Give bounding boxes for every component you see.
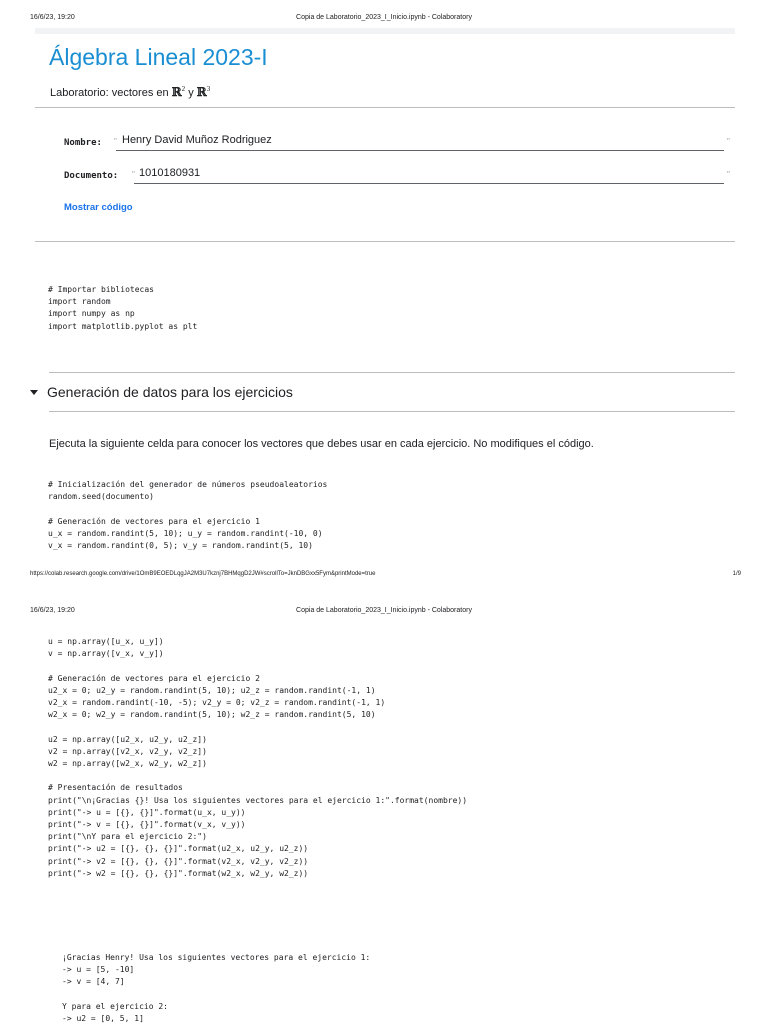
print-doc-title: Copia de Laboratorio_2023_I_Inicio.ipynb - Colaboratory — [296, 607, 472, 614]
page-subtitle — [50, 85, 210, 99]
section-title: Generación de datos para los ejercicios — [47, 384, 293, 400]
print-footer — [0, 571, 768, 583]
print-date: 16/6/23, 19:20 — [30, 607, 75, 614]
quote-mark: " — [132, 170, 135, 179]
print-page-number: 1/9 — [732, 571, 741, 577]
code-cell-imports[interactable]: # Importar bibliotecas import random import numpy as np import matplotlib.pyplot as plt — [48, 285, 198, 331]
exponent-2: 2 — [181, 85, 186, 93]
divider — [35, 107, 735, 108]
divider — [49, 372, 735, 373]
print-header — [0, 14, 768, 28]
divider — [35, 241, 735, 242]
section-heading[interactable] — [30, 384, 293, 400]
print-url: https://colab.research.google.com/drive/1OmB9EOEDLqgJA2M3U7kznj7BHMqgD2JW#scrollTo=JknDBGxx5Fym&printMode=true — [30, 571, 376, 577]
print-header — [0, 607, 768, 621]
code-cell-generation-continued[interactable]: u = np.array([u_x, u_y]) v = np.array([v_x, v_y]) # Generación de vectores para el ejercicio 2 u2_x = 0; u2_y = random.randint(5, 10); u2_z = random.randint(-1, 1) v2_x = random.randint(-10, -5); v2_y = 0; v2_z = random.randint(-1, 1) w2_x = 0; w2_y = random.randint(5, 10); w2_z = random.randint(5, 10) u2 = np.array([u2_x, u2_y, u2_z]) v2 = np.array([v2_x, v2_y, v2_z]) w2 = np.array([w2_x, w2_y, w2_z]) # Presentación de resultados print("\n¡Gracias {}! Usa los siguientes vectores para el ejercicio 1:".format(nombre)) print("-> u = [{}, {}]".format(u_x, u_y)) print("-> v = [{}, {}]".format(v_x, v_y)) print("\nY para el ejercicio 2:") print("-> u2 = [{}, {}, {}]".format(u2_x, u2_y, u2_z)) print("-> v2 = [{}, {}, {}]".format(v2_x, v2_y, v2_z)) print("-> w2 = [{}, {}, {}]".format(w2_x, w2_y, w2_z)) — [48, 637, 468, 878]
top-strip — [35, 28, 735, 34]
cell-output: ¡Gracias Henry! Usa los siguientes vectores para el ejercicio 1: -> u = [5, -10] -> v = [4, 7] Y para el ejercicio 2: -> u2 = [0, 5, 1] — [62, 953, 371, 1024]
nombre-label: Nombre: — [64, 138, 102, 148]
quote-mark: " — [114, 137, 117, 146]
exponent-3: 3 — [206, 85, 211, 93]
real-set-symbol: ℝ — [171, 85, 182, 99]
instructions-text: Ejecuta la siguiente celda para conocer los vectores que debes usar en cada ejercicio. No modifiques el código. — [49, 438, 594, 450]
subtitle-conjunction: y — [185, 87, 197, 99]
nombre-field[interactable] — [116, 134, 724, 151]
show-code-link[interactable]: Mostrar código — [64, 202, 133, 213]
documento-field[interactable] — [134, 167, 724, 184]
nombre-value: Henry David Muñoz Rodriguez — [122, 134, 272, 146]
print-doc-title: Copia de Laboratorio_2023_I_Inicio.ipynb - Colaboratory — [296, 14, 472, 21]
divider — [49, 411, 735, 412]
page-title: Álgebra Lineal 2023-I — [49, 44, 268, 70]
real-set-symbol: ℝ — [196, 85, 207, 99]
code-cell-generation[interactable]: # Inicialización del generador de números pseudoaleatorios random.seed(documento) # Generación de vectores para el ejercicio 1 u_x = random.randint(5, 10); u_y = random.randint(-10, 0) v_x = random.randint(0, 5); v_y = random.randint(5, 10) — [48, 480, 328, 551]
quote-mark: " — [727, 137, 730, 146]
documento-value: 1010180931 — [139, 167, 201, 179]
subtitle-text: Laboratorio: vectores en — [50, 87, 172, 99]
collapse-caret-icon[interactable] — [30, 390, 38, 395]
print-date: 16/6/23, 19:20 — [30, 14, 75, 21]
quote-mark: " — [727, 170, 730, 179]
documento-label: Documento: — [64, 171, 119, 181]
